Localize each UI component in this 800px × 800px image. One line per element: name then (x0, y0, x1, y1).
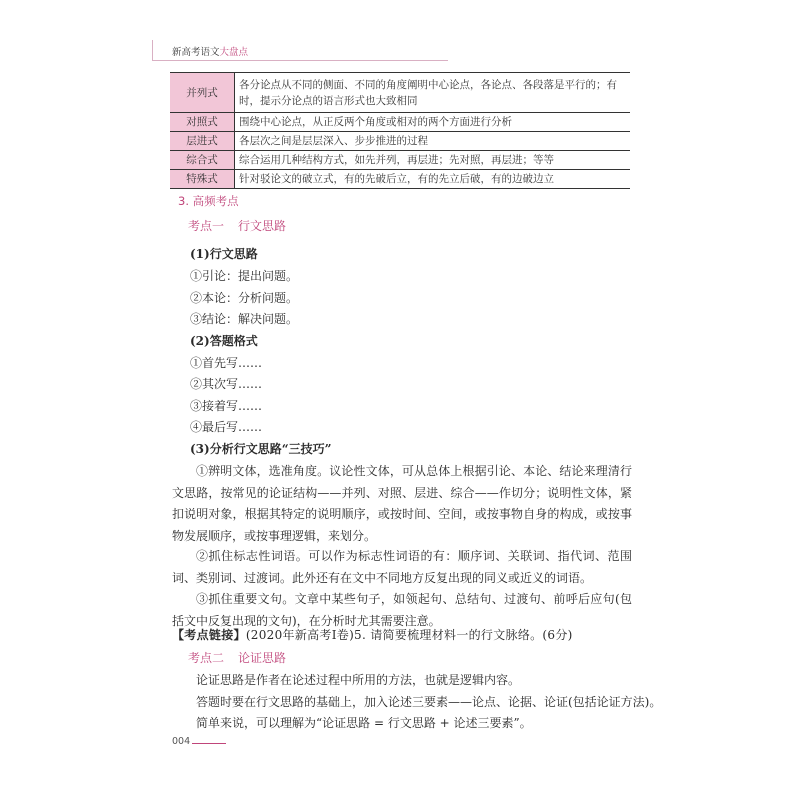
subheading-2: (2)答题格式 (190, 334, 258, 348)
kaodian-label: 考点二 (188, 651, 225, 665)
table-key: 层进式 (170, 132, 235, 151)
header-accent: 大盘点 (219, 47, 249, 58)
paragraph-line: 简单来说，可以理解为“论证思路 = 行文思路 + 论述三要素”。 (196, 716, 532, 730)
list-item: ②其次写…… (190, 377, 263, 391)
table-key: 并列式 (170, 73, 235, 113)
subheading-3: (3)分析行文思路“三技巧” (190, 442, 332, 456)
table-row (170, 170, 630, 189)
table-row (170, 113, 630, 132)
table-value: 综合运用几种结构方式，如先并列，再层进；先对照，再层进；等等 (235, 151, 631, 170)
paragraph-tip-3: ③抓住重要文句。文章中某些句子，如领起句、总结句、过渡句、前呼后应句(包括文中反复出现的文句)，在分析时尤其需要注意。 (172, 592, 632, 628)
exam-link-tag: 【考点链接】 (172, 628, 246, 642)
paragraph-tip-2: ②抓住标志性词语。可以作为标志性词语的有：顺序词、关联词、指代词、范围词、类别词、过渡词。此外还有在文中不同地方反复出现的同义或近义的词语。 (172, 549, 632, 585)
table-value: 针对驳论文的破立式，有的先破后立，有的先立后破，有的边破边立 (235, 170, 631, 189)
page-number-rule (192, 743, 226, 744)
subheading-1: (1)行文思路 (190, 247, 258, 261)
exam-link-text: (2020年新高考Ⅰ卷)5. 请简要梳理材料一的行文脉络。(6分) (245, 628, 573, 642)
table-row (170, 73, 630, 113)
page-number: 004 (172, 736, 191, 747)
kaodian-label: 考点一 (188, 219, 225, 233)
table-key: 综合式 (170, 151, 235, 170)
list-item: ①首先写…… (190, 356, 263, 370)
argument-structure-table (170, 72, 630, 189)
table-key: 特殊式 (170, 170, 235, 189)
kaodian-title: 论证思路 (238, 651, 287, 665)
table-key: 对照式 (170, 113, 235, 132)
paragraph-line: 答题时要在行文思路的基础上，加入论述三要素——论点、论据、论证(包括论证方法)。 (196, 695, 662, 709)
header-corner-mark (152, 40, 163, 61)
paragraph-tip-1: ①辨明文体，选准角度。议论性文体，可从总体上根据引论、本论、结论来理清行文思路，按常见的论证结构——并列、对照、层进、综合——作切分；说明性文体，紧扣说明对象，根据其特定的说明顺序，或按时间、空间，或按事物自身的构成，或按事物发展顺序，或按事理逻辑，来划分。 (172, 464, 632, 543)
header-rule (158, 60, 448, 61)
table-row (170, 132, 630, 151)
kaodian-title: 行文思路 (238, 219, 287, 233)
list-item: ③接着写…… (190, 399, 263, 413)
list-item: ①引论：提出问题。 (190, 269, 299, 283)
exam-link (172, 625, 573, 645)
table-row (170, 151, 630, 170)
kaodian-one-heading (188, 216, 286, 236)
list-item: ④最后写…… (190, 420, 263, 434)
table-value: 围绕中心论点，从正反两个角度或相对的两个方面进行分析 (235, 113, 631, 132)
kaodian-two-heading (188, 648, 286, 668)
list-item: ③结论：解决问题。 (190, 312, 299, 326)
table-value: 各层次之间是层层深入、步步推进的过程 (235, 132, 631, 151)
running-header (172, 44, 248, 58)
section-heading: 3. 高频考点 (178, 194, 239, 208)
table-value: 各分论点从不同的侧面、不同的角度阐明中心论点，各论点、各段落是平行的；有时，提示分论点的语言形式也大致相同 (235, 73, 631, 113)
list-item: ②本论：分析问题。 (190, 291, 299, 305)
header-title: 新高考语文 (172, 47, 220, 58)
paragraph-line: 论证思路是作者在论述过程中所用的方法，也就是逻辑内容。 (196, 673, 521, 687)
